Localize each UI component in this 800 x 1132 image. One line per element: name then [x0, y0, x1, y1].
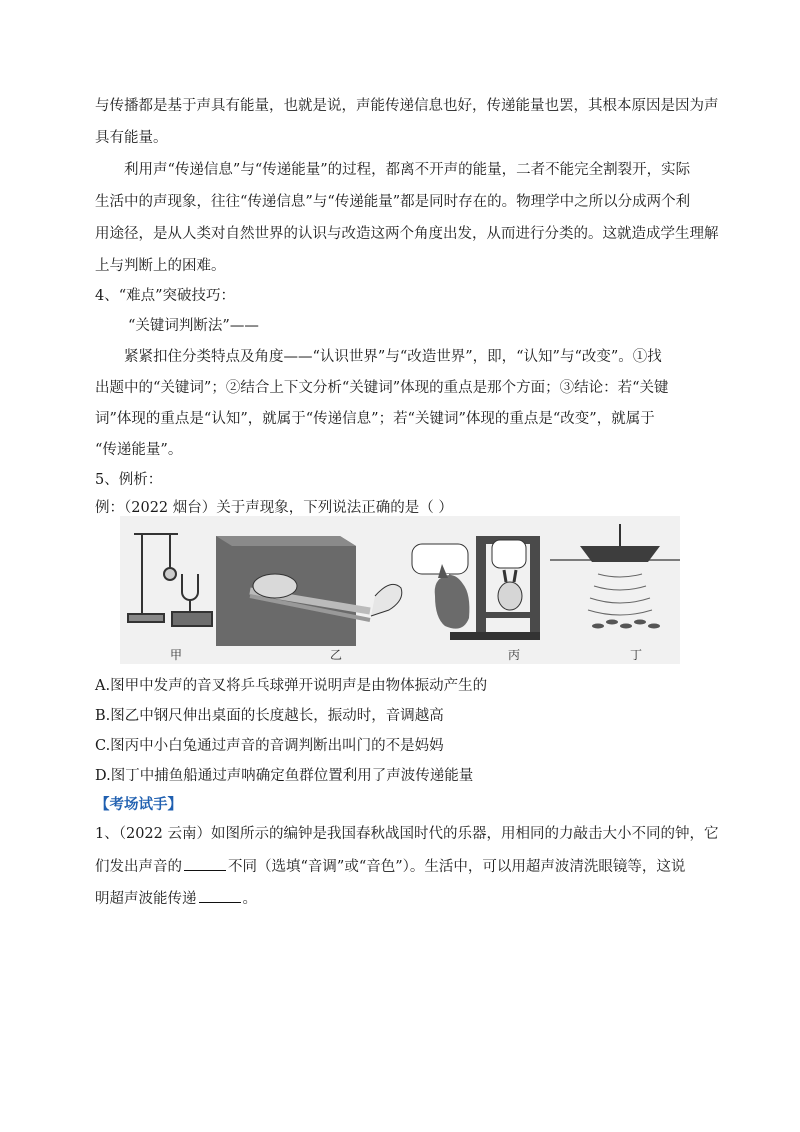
paragraph-line: 上与判断上的困难。: [95, 258, 226, 274]
paragraph-line: 具有能量。: [95, 130, 168, 146]
question-text: 明超声波能传递: [95, 891, 197, 907]
section-4-title: 4、“难点”突破技巧：: [95, 288, 236, 304]
paragraph-line: 利用声“传递信息”与“传递能量”的过程，都离不开声的能量，二者不能完全割裂开，实际: [124, 162, 691, 178]
question-text: 。: [242, 891, 257, 907]
caption-bing: 丙: [508, 648, 521, 662]
question-text: 不同（选填“音调”或“音色”）。生活中，可以用超声波清洗眼镜等，这说: [228, 859, 686, 875]
paragraph-line: 词”体现的重点是“认知”，就属于“传递信息”；若“关键词”体现的重点是“改变”，就属于: [95, 411, 655, 427]
question-1-line: [95, 888, 257, 909]
caption-jia: 甲: [170, 648, 183, 662]
paragraph-line: 与传播都是基于声具有能量，也就是说，声能传递信息也好，传递能量也罢，其根本原因是因为声: [95, 98, 719, 114]
answer-blank[interactable]: [184, 856, 226, 871]
example-figure: [120, 516, 680, 664]
method-title: “关键词判断法”——: [128, 318, 259, 334]
question-text: 们发出声音的: [95, 859, 182, 875]
answer-blank[interactable]: [199, 888, 241, 903]
paragraph-line: 用途径，是从人类对自然世界的认识与改造这两个角度出发，从而进行分类的。这就造成学生理解: [95, 226, 719, 242]
option-a: A.图甲中发声的音叉将乒乓球弹开说明声是由物体振动产生的: [95, 678, 488, 694]
paragraph-line: 生活中的声现象，往往“传递信息”与“传递能量”都是同时存在的。物理学中之所以分成两个利: [95, 194, 691, 210]
paragraph-line: 出题中的“关键词”；②结合上下文分析“关键词”体现的重点是那个方面；③结论：若“关键: [95, 380, 669, 396]
question-1-line: 1、（2022 云南）如图所示的编钟是我国春秋战国时代的乐器，用相同的力敲击大小不同的钟，它: [95, 826, 719, 842]
paragraph-line: 紧紧扣住分类特点及角度——“认识世界”与“改造世界”，即，“认知”与“改变”。①找: [124, 349, 662, 365]
option-c: C.图丙中小白兔通过声音的音调判断出叫门的不是妈妈: [95, 738, 444, 754]
caption-yi: 乙: [330, 648, 343, 662]
question-1-line: [95, 856, 685, 877]
example-question: 例：（2022 烟台）关于声现象，下列说法正确的是（ ）: [95, 500, 453, 516]
option-b: B.图乙中钢尺伸出桌面的长度越长，振动时，音调越高: [95, 708, 444, 724]
paragraph-line: “传递能量”。: [95, 442, 183, 458]
option-d: D.图丁中捕鱼船通过声呐确定鱼群位置利用了声波传递能量: [95, 768, 474, 784]
section-heading: 【考场试手】: [95, 796, 182, 813]
section-5-title: 5、例析：: [95, 472, 163, 488]
caption-ding: 丁: [630, 648, 643, 662]
